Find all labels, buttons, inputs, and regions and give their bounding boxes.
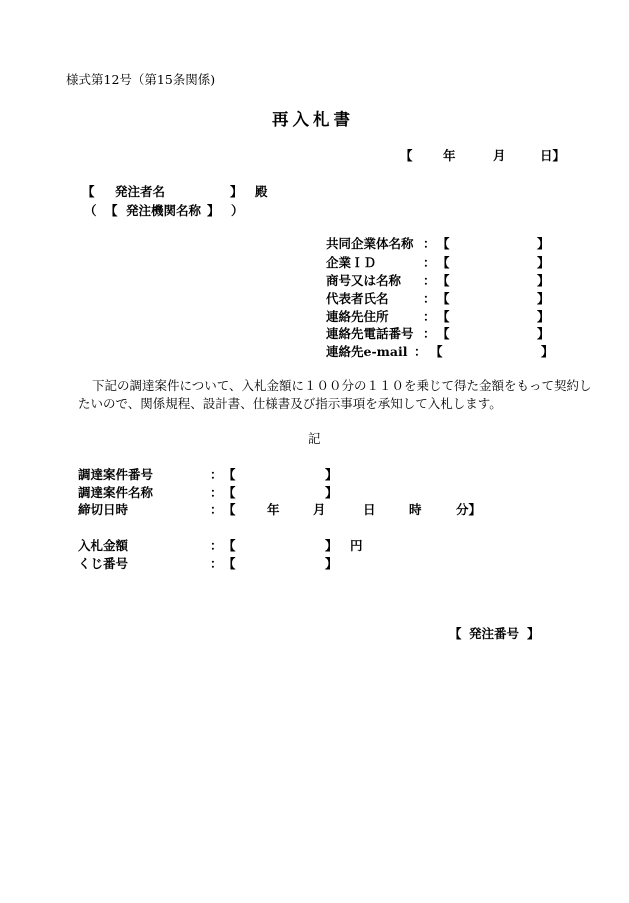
date-day: 日】 bbox=[540, 148, 566, 163]
addressee-honorific: 殿 bbox=[255, 184, 268, 199]
date-bracket-open: 【 bbox=[400, 148, 413, 163]
bidder-field-open: 【 bbox=[437, 255, 450, 270]
detail-colon: ： bbox=[210, 485, 223, 500]
addressee-bracket-close: 】 bbox=[230, 184, 243, 199]
bidder-field-open: 【 bbox=[437, 309, 450, 324]
detail-colon: ： bbox=[210, 556, 223, 571]
detail-close: 】 bbox=[325, 538, 338, 553]
agency-bracket-open: 【 bbox=[105, 203, 118, 218]
date-year: 年 bbox=[443, 148, 456, 163]
date-month: 月 bbox=[493, 148, 506, 163]
body-paragraph-line1: 下記の調達案件について、入札金額に１００分の１１０を乗じて得た金額をもって契約し bbox=[92, 378, 592, 393]
deadline-hour: 時 bbox=[409, 502, 422, 517]
bidder-field-open: 【 bbox=[437, 291, 450, 306]
bid-amount-label: 入札金額 bbox=[78, 538, 129, 553]
bidder-colon: ： bbox=[423, 273, 436, 288]
deadline-minute: 分】 bbox=[456, 502, 482, 517]
bidder-field-open: 【 bbox=[437, 273, 450, 288]
agency-bracket-close: 】 bbox=[207, 203, 220, 218]
bidder-label-address: 連絡先住所 bbox=[326, 309, 389, 324]
order-number-open: 【 bbox=[449, 626, 462, 641]
bidder-label-representative: 代表者氏名 bbox=[326, 291, 389, 306]
bidder-field-close: 】 bbox=[537, 273, 550, 288]
detail-close: 】 bbox=[325, 556, 338, 571]
deadline-month: 月 bbox=[313, 502, 326, 517]
detail-colon: ： bbox=[210, 467, 223, 482]
addressee-bracket-open: 【 bbox=[82, 184, 95, 199]
bidder-field-close: 】 bbox=[537, 236, 550, 251]
order-number-label: 発注番号 bbox=[469, 626, 520, 641]
deadline-year: 年 bbox=[267, 502, 280, 517]
bidder-field-open: 【 bbox=[437, 236, 450, 251]
detail-open: 【 bbox=[223, 502, 236, 517]
detail-colon: ： bbox=[210, 502, 223, 517]
bidder-label-email: 連絡先e-mail bbox=[326, 344, 408, 359]
bidder-field-close: 】 bbox=[537, 291, 550, 306]
yen-unit: 円 bbox=[350, 538, 363, 553]
detail-close: 】 bbox=[325, 467, 338, 482]
bidder-colon: ： bbox=[423, 236, 436, 251]
detail-open: 【 bbox=[223, 485, 236, 500]
detail-open: 【 bbox=[223, 556, 236, 571]
bidder-field-close: 】 bbox=[541, 344, 554, 359]
bidder-label-company-id: 企業ＩＤ bbox=[326, 255, 377, 270]
bidder-colon: ： bbox=[423, 309, 436, 324]
bidder-colon: ： bbox=[423, 255, 436, 270]
page-title: 再入札書 bbox=[272, 110, 354, 129]
deadline-day: 日 bbox=[363, 502, 376, 517]
bidder-label-jv-name: 共同企業体名称 bbox=[326, 236, 414, 251]
agency-paren-close: ） bbox=[231, 203, 244, 218]
bidder-field-close: 】 bbox=[537, 309, 550, 324]
bidder-colon: ： bbox=[423, 291, 436, 306]
lottery-number-label: くじ番号 bbox=[78, 556, 129, 571]
order-number-close: 】 bbox=[527, 626, 540, 641]
bidder-field-close: 】 bbox=[537, 255, 550, 270]
bidder-label-phone: 連絡先電話番号 bbox=[326, 326, 414, 341]
deadline-label: 締切日時 bbox=[78, 502, 129, 517]
bidder-field-close: 】 bbox=[537, 326, 550, 341]
agency-paren-open: （ bbox=[84, 203, 97, 218]
ki-heading: 記 bbox=[308, 431, 321, 446]
bidder-field-open: 【 bbox=[437, 326, 450, 341]
detail-close: 】 bbox=[325, 485, 338, 500]
detail-open: 【 bbox=[223, 538, 236, 553]
bidder-field-open: 【 bbox=[430, 344, 443, 359]
detail-colon: ： bbox=[210, 538, 223, 553]
bidder-label-trade-name: 商号又は名称 bbox=[326, 273, 402, 288]
body-paragraph-line2: たいので、関係規程、設計書、仕様書及び指示事項を承知して入札します。 bbox=[78, 396, 502, 411]
form-number: 様式第12号（第15条関係) bbox=[66, 72, 216, 87]
case-name-label: 調達案件名称 bbox=[78, 485, 154, 500]
detail-open: 【 bbox=[223, 467, 236, 482]
addressee-orderer-name: 発注者名 bbox=[115, 184, 166, 199]
agency-name-label: 発注機関名称 bbox=[126, 203, 202, 218]
bidder-colon: ： bbox=[414, 344, 427, 359]
bidder-colon: ： bbox=[423, 326, 436, 341]
case-number-label: 調達案件番号 bbox=[78, 467, 154, 482]
